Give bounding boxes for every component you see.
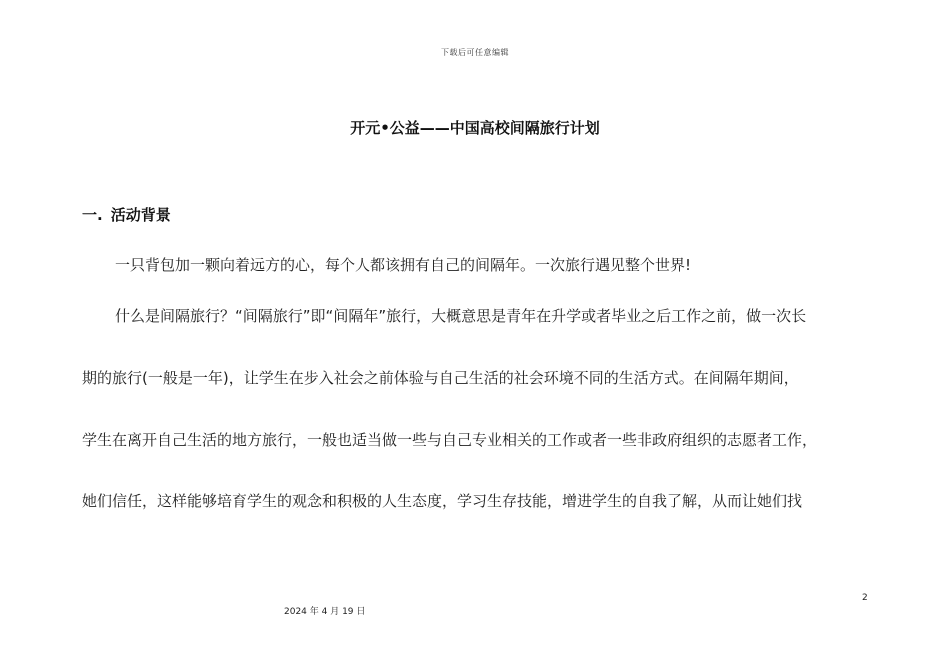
paragraph-line: 什么是间隔旅行？“间隔旅行”即“间隔年”旅行，大概意思是青年在升学或者毕业之后工作之前，做一次长 [115, 307, 807, 325]
page-number: 2 [862, 593, 868, 603]
section-number: 一. [82, 206, 103, 224]
section-title: 活动背景 [110, 206, 171, 224]
paragraph-line: 一只背包加一颗向着远方的心，每个人都该拥有自己的间隔年。一次旅行遇见整个世界! [115, 256, 692, 274]
paragraph-line: 期的旅行(一般是一年)，让学生在步入社会之前体验与自己生活的社会环境不同的生活方式。在间隔年期间， [82, 369, 799, 387]
footer-date: 2024 年 4 月 19 日 [284, 607, 366, 617]
paragraph-line: 她们信任，这样能够培育学生的观念和积极的人生态度，学习生存技能，增进学生的自我了解，从而让她们找 [82, 492, 803, 510]
document-title: 开元•公益——中国高校间隔旅行计划 [350, 119, 600, 137]
section-heading [82, 204, 171, 225]
paragraph-line: 学生在离开自己生活的地方旅行，一般也适当做一些与自己专业相关的工作或者一些非政府组织的志愿者工作， [82, 431, 818, 449]
header-note: 下载后可任意编辑 [441, 48, 509, 57]
